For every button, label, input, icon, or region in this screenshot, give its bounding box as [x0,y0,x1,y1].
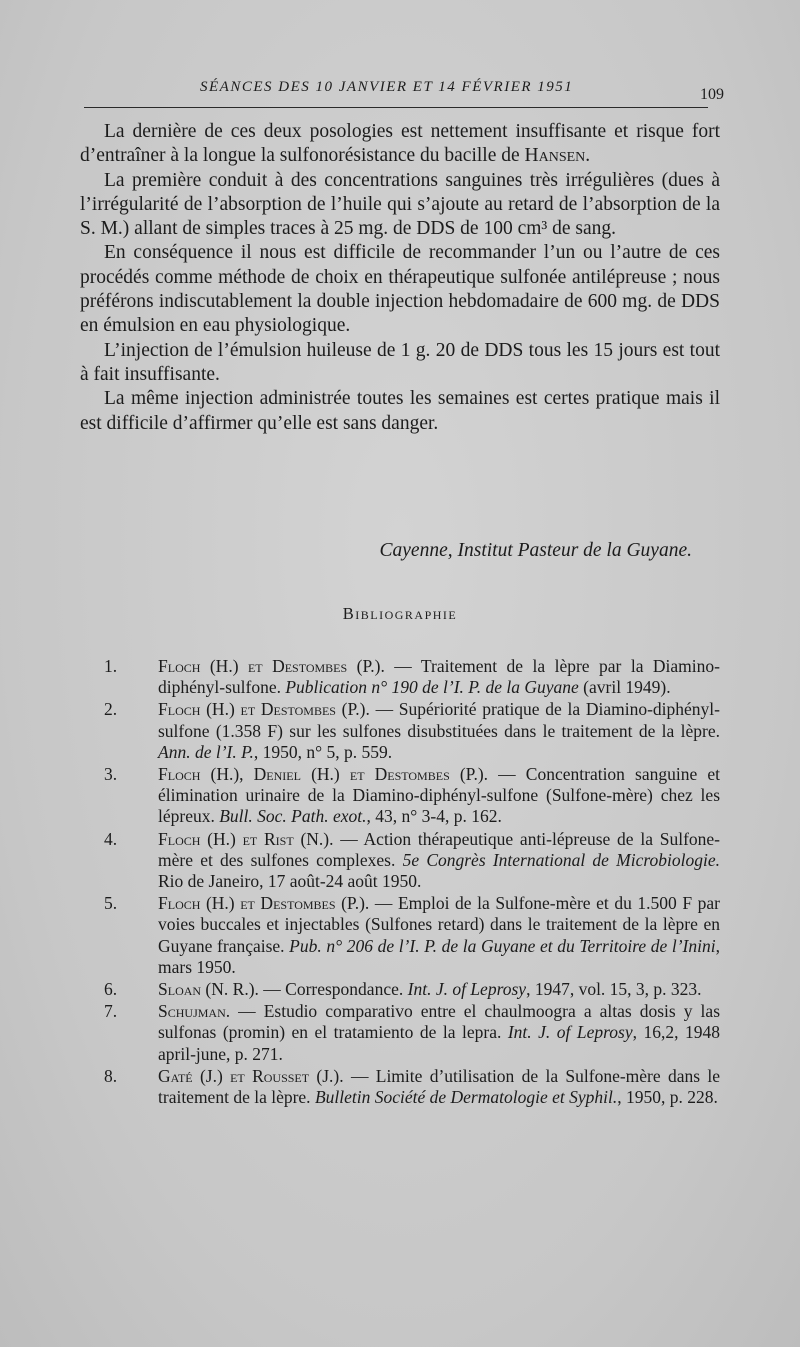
reference-number: 4. [104,828,118,849]
running-head-dates: 10 JANVIER ET 14 FÉVRIER [315,79,538,95]
reference-title: Int. J. of Leprosy [507,1022,633,1043]
reference-list [100,656,720,1109]
reference-title: Int. J. of Leprosy [407,979,527,1000]
reference-tail: (avril 1949). [578,677,671,698]
reference-text: — Supériorité pratique de la Diamino-diphényl-sulfone (1.358 F) sur les sulfones disubstituées dans le traitement de la lèpre. [158,699,720,741]
running-head-year: 1951 [537,79,574,95]
reference-item [100,656,720,698]
reference-item [100,829,720,893]
bibliography-title: Bibliographie [342,604,458,623]
running-head [200,79,573,96]
reference-title: Ann. de l’I. P. [158,741,254,762]
reference-tail: , 1950, n° 5, p. 559. [253,741,393,762]
reference-number: 3. [104,764,118,785]
reference-number: 8. [104,1065,118,1086]
reference-text: — Action thérapeutique anti-lépreuse de la Sulfone-mère et des sulfones complexes. [158,828,720,870]
reference-author: Floch (H.) et Rist (N.). [158,828,334,849]
reference-tail: , 43, n° 3-4, p. 162. [366,806,502,827]
paragraph-3: En conséquence il nous est difficile de recommander l’un ou l’autre de ces procédés comme méthode de choix en thérapeutique sulfonée antilépreuse ; nous préférons indiscutablement la double injection hebdomadaire de 600 mg. de DDS en émulsion en eau physiologique. [80,242,720,337]
page-number: 109 [700,86,724,103]
paragraph-5: La même injection administrée toutes les semaines est certes pratique mais il est difficile d’affirmer qu’elle est sans danger. [80,388,720,434]
running-head-part: SÉANCES DES [200,79,316,95]
body-text [80,120,720,436]
reference-author: Gaté (J.) et Rousset (J.). [158,1065,344,1086]
paragraph-1 [80,120,720,169]
header-rule [84,107,708,108]
reference-item [100,764,720,828]
reference-tail: Rio de Janeiro, 17 août-24 août 1950. [158,871,422,892]
reference-tail: , 1947, vol. 15, 3, p. 323. [526,979,702,1000]
reference-title: Bulletin Société de Dermatologie et Syphil. [314,1087,618,1108]
reference-item [100,1066,720,1108]
paragraph-1-text: La dernière de ces deux posologies est nettement insuffisante et risque fort d’entraîner à la longue la sulfonorésistance du bacille de [80,121,720,167]
reference-text: — Concentration sanguine et élimination urinaire de la Diamino-diphényl-sulfone (Sulfone-mère) chez les lépreux. [158,764,720,827]
reference-text: — Limite d’utilisation de la Sulfone-mère dans le traitement de la lèpre. [158,1065,720,1108]
reference-item [100,1001,720,1065]
reference-number: 6. [104,979,118,1000]
reference-author: Floch (H.) et Destombes (P.). [158,699,370,720]
reference-text: — Correspondance. [258,979,408,1000]
reference-title: 5e Congrès International de Microbiologie. [402,849,720,870]
reference-author: Floch (H.) et Destombes (P.). [158,656,385,676]
reference-item [100,699,720,763]
reference-text: — Estudio comparativo entre el chaulmoogra a altas dosis y las sulfonas (promin) en el tratamiento de la lepra. [158,1001,720,1043]
reference-tail: , 16,2, 1948 april-june, p. 271. [158,1022,721,1064]
reference-number: 5. [104,893,118,914]
reference-title: Publication n° 190 de l’I. P. de la Guyane [285,677,579,698]
reference-tail: , mars 1950. [158,935,720,977]
hansen-name: Hansen. [524,145,591,167]
reference-author: Floch (H.), Deniel (H.) et Destombes (P.). [158,764,489,785]
reference-number: 1. [104,656,118,676]
reference-number: 2. [104,699,118,720]
paragraph-2: La première conduit à des concentrations sanguines très irrégulières (dues à l’irrégularité de l’absorption de l’huile qui s’ajoute au retard de l’absorption de la S. M.) allant de simples traces à 25 mg. de DDS de 100 cm³ de sang. [80,169,720,240]
reference-text: — Emploi de la Sulfone-mère et du 1.500 F par voies buccales et injectables (Sulfones retard) dans le traitement de la lèpre en Guyane française. [158,893,721,956]
reference-item [100,893,720,978]
reference-author: Floch (H.) et Destombes (P.). [158,893,370,914]
reference-text: — Traitement de la lèpre par la Diamino-diphényl-sulfone. [158,656,720,698]
signature-line: Cayenne, Institut Pasteur de la Guyane. [379,540,692,561]
reference-tail: , 1950, p. 228. [617,1087,718,1108]
paragraph-4: L’injection de l’émulsion huileuse de 1 g. 20 de DDS tous les 15 jours est tout à fait insuffisante. [80,339,720,385]
reference-author: Sloan (N. R.). [158,979,259,1000]
reference-title: Bull. Soc. Path. exot. [219,806,367,827]
reference-number: 7. [104,1001,118,1022]
reference-author: Schujman. [158,1001,231,1022]
reference-title: Pub. n° 206 de l’I. P. de la Guyane et du Territoire de l’Inini [289,935,716,956]
reference-item [100,979,720,1000]
